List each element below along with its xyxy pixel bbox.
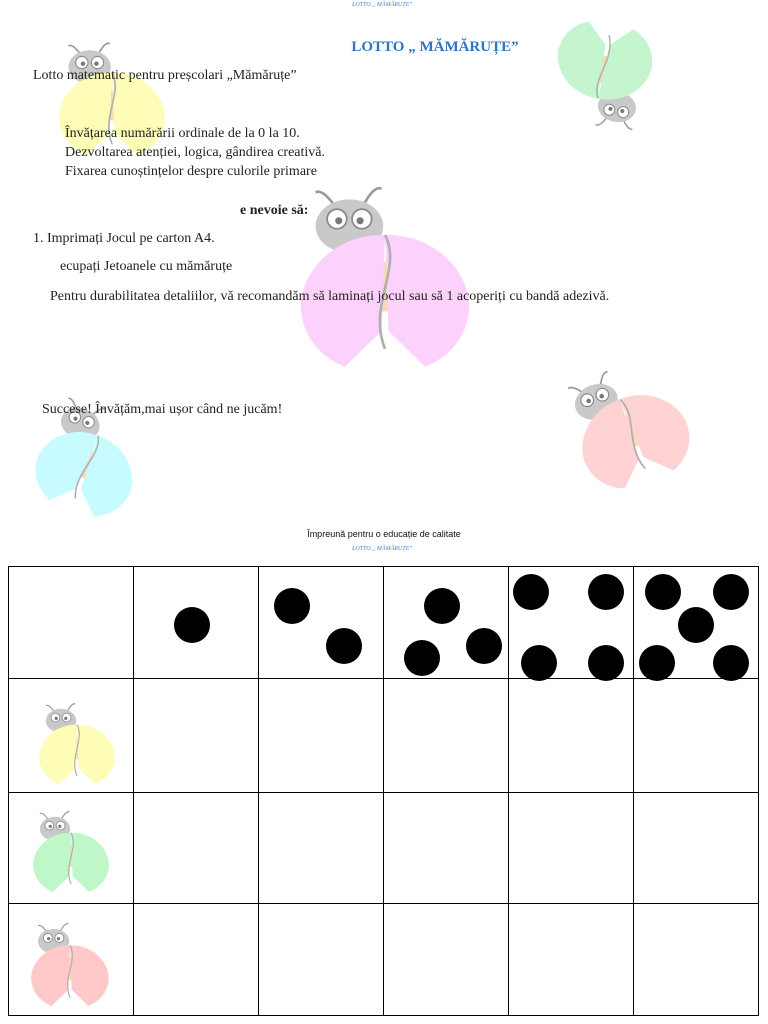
dot bbox=[424, 588, 460, 624]
board-cell bbox=[134, 679, 259, 793]
board-row-green-ladybug bbox=[9, 793, 134, 904]
page-title: LOTTO „ MĂMĂRUȚE” bbox=[351, 39, 519, 55]
ladybug-green-decoration bbox=[539, 13, 664, 138]
running-header-2: LOTTO „ MĂMĂRUȚE” bbox=[352, 546, 413, 552]
dot bbox=[588, 574, 624, 610]
board-cell bbox=[259, 679, 384, 793]
board-cell bbox=[509, 904, 634, 1016]
board-row-yellow-ladybug bbox=[9, 679, 134, 793]
step-1: 1. Imprimați Jocul pe carton A4. bbox=[33, 231, 215, 246]
dot bbox=[174, 607, 210, 643]
ladybug-red-decoration bbox=[552, 346, 705, 503]
board-cell bbox=[509, 679, 634, 793]
running-header: LOTTO „ MĂMĂRUȚE” bbox=[352, 2, 413, 8]
dot bbox=[713, 645, 749, 681]
board-cell bbox=[634, 793, 759, 904]
closing-text: Succese! Învățăm,mai ușor când ne jucăm! bbox=[42, 402, 283, 417]
dot bbox=[521, 645, 557, 681]
board-cell bbox=[259, 904, 384, 1016]
dot bbox=[326, 628, 362, 664]
dice-cell-5 bbox=[634, 567, 759, 679]
board-cell bbox=[134, 793, 259, 904]
dot bbox=[588, 645, 624, 681]
dice-cell-3 bbox=[384, 567, 509, 679]
board-cell bbox=[384, 679, 509, 793]
ladybug-green-icon bbox=[31, 807, 111, 895]
dice-cell-4 bbox=[509, 567, 634, 679]
board-cell bbox=[634, 679, 759, 793]
needs-heading: e nevoie să: bbox=[240, 203, 309, 218]
board-row-red-ladybug bbox=[9, 904, 134, 1016]
ladybug-yellow-icon bbox=[37, 699, 117, 787]
objective-1: Învățarea numărării ordinale de la 0 la 10. bbox=[65, 126, 300, 141]
intro-text: Lotto matematic pentru preșcolari „Mămăruțe” bbox=[33, 68, 297, 83]
dot bbox=[466, 628, 502, 664]
board-cell bbox=[384, 793, 509, 904]
board-cell bbox=[134, 904, 259, 1016]
ladybug-red-icon bbox=[29, 918, 111, 1010]
dot bbox=[645, 574, 681, 610]
step-2: ecupați Jetoanele cu mămăruțe bbox=[60, 259, 233, 274]
board-cell bbox=[634, 904, 759, 1016]
board-cell bbox=[509, 793, 634, 904]
dot bbox=[274, 588, 310, 624]
ladybug-pink-decoration bbox=[296, 168, 474, 383]
footer-text: Împreună pentru o educație de calitate bbox=[307, 529, 461, 539]
objective-2: Dezvoltarea atenției, logica, gândirea creativă. bbox=[65, 145, 326, 160]
dot bbox=[513, 574, 549, 610]
lotto-board bbox=[8, 566, 759, 1016]
dot bbox=[713, 574, 749, 610]
objective-3: Fixarea cunoștințelor despre culorile primare bbox=[65, 164, 317, 179]
board-cell bbox=[384, 904, 509, 1016]
step-3: Pentru durabilitatea detaliilor, vă recomandăm să laminați jocul sau să 1 acoperiți cu bandă adezivă. bbox=[50, 289, 610, 304]
dot bbox=[404, 640, 440, 676]
dice-cell-1 bbox=[134, 567, 259, 679]
dot bbox=[639, 645, 675, 681]
dot bbox=[678, 607, 714, 643]
dice-cell-2 bbox=[259, 567, 384, 679]
board-cell bbox=[259, 793, 384, 904]
board-corner-cell bbox=[9, 567, 134, 679]
